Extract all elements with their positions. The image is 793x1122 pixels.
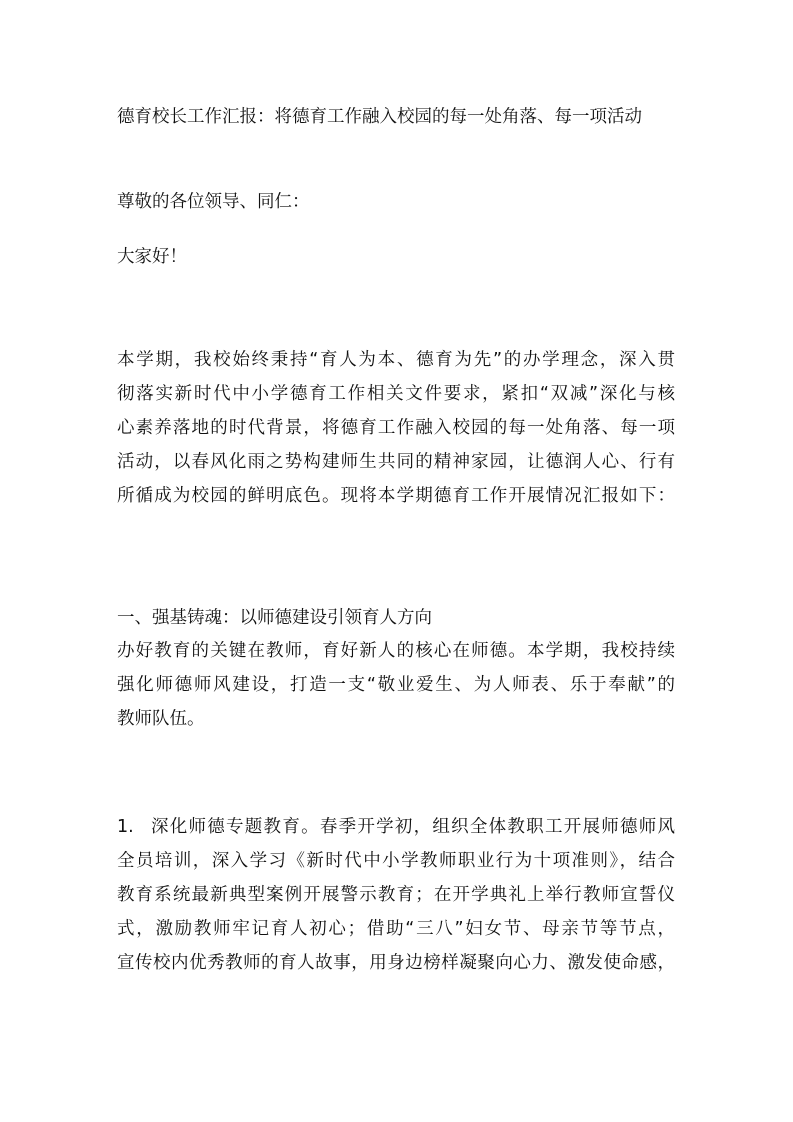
item-line: 宣传校内优秀教师的育人故事，用身边榜样凝聚向心力、激发使命感， [117,953,675,973]
item-line: 全员培训，深入学习《新时代中小学教师职业行为十项准则》，结合 [117,851,675,871]
salutation: 尊敬的各位领导、同仁： [117,192,310,212]
intro-line: 所循成为校园的鲜明底色。现将本学期德育工作开展情况汇报如下： [117,486,675,506]
intro-line: 彻落实新时代中小学德育工作相关文件要求，紧扣“双减”深化与核 [117,384,675,404]
intro-line: 心素养落地的时代背景，将德育工作融入校园的每一处角落、每一项 [117,418,675,438]
intro-line: 活动，以春风化雨之势构建师生共同的精神家园，让德润人心、行有 [117,452,675,472]
section-line: 强化师德师风建设，打造一支“敬业爱生、为人师表、乐于奉献”的 [117,675,675,695]
item-line: 式，激励教师牢记育人初心；借助“三八”妇女节、母亲节等节点， [117,919,675,939]
section-line: 办好教育的关键在教师，育好新人的核心在师德。本学期，我校持续 [117,641,675,661]
document-title: 德育校长工作汇报：将德育工作融入校园的每一处角落、每一项活动 [117,107,642,127]
section-line: 教师队伍。 [117,709,205,729]
intro-line: 本学期，我校始终秉持“育人为本、德育为先”的办学理念，深入贯 [117,350,675,370]
item-line: 教育系统最新典型案例开展警示教育；在开学典礼上举行教师宣誓仪 [117,885,675,905]
item-number: 1. [117,817,134,837]
section-heading: 一、强基铸魂：以师德建设引领育人方向 [117,608,432,628]
greeting: 大家好！ [117,247,187,267]
item-line: 深化师德专题教育。春季开学初，组织全体教职工开展师德师风 [151,817,675,837]
